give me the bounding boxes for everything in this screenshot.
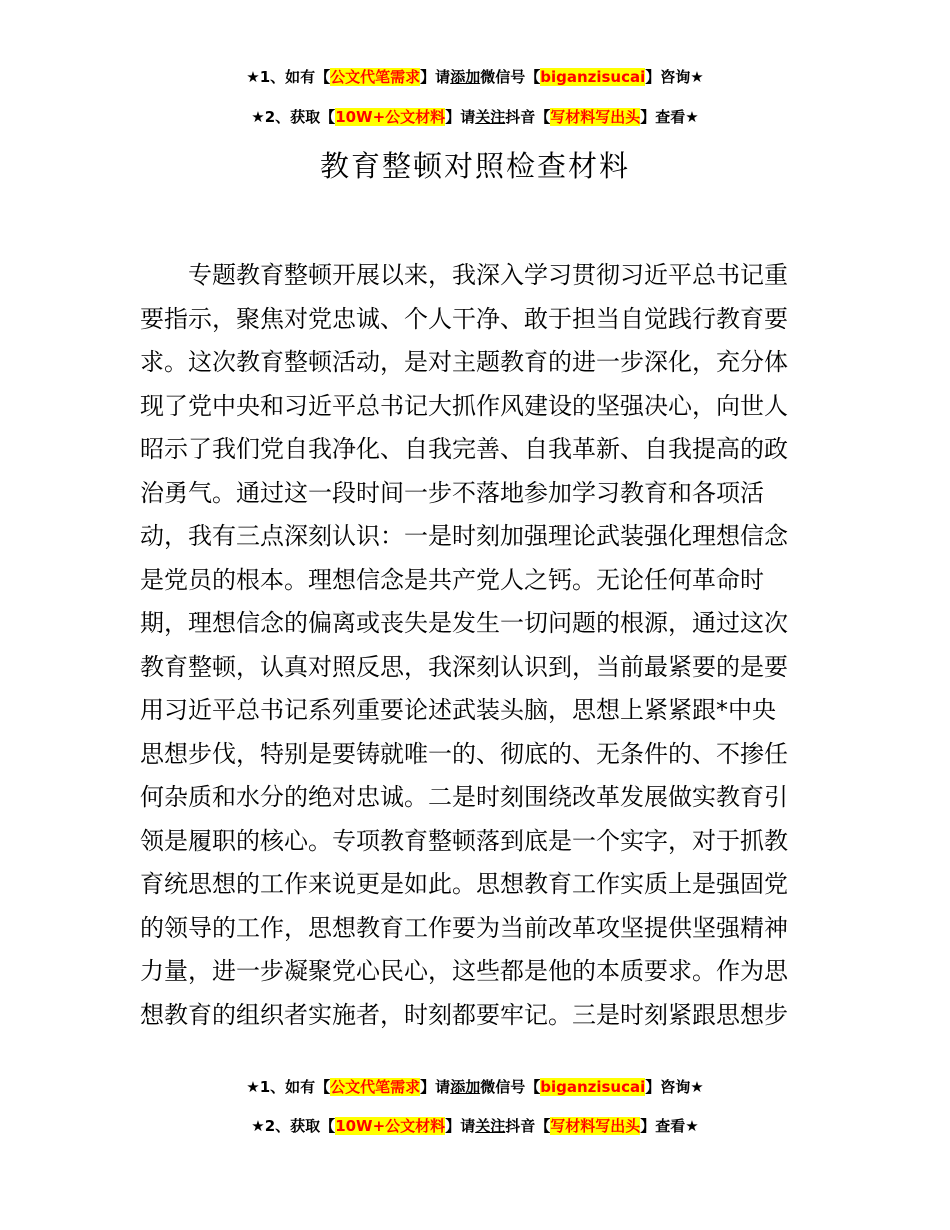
body-line: 是党员的根本。理想信念是共产党人之钙。无论任何革命时 xyxy=(140,565,764,594)
wechat-id-tag: biganzisucai xyxy=(540,68,646,86)
highlight-tag: 10W+公文材料 xyxy=(335,108,446,126)
bottom-banner-line-1 xyxy=(0,1076,950,1098)
banner-action: 关注 xyxy=(475,108,506,126)
body-line: 领是履职的核心。专项教育整顿落到底是一个实字，对于抓教 xyxy=(140,826,788,855)
banner-action: 关注 xyxy=(475,1117,506,1135)
banner-text: ★2、获取【 xyxy=(251,1117,336,1135)
banner-text: 】查看★ xyxy=(640,108,699,126)
body-line: 求。这次教育整顿活动，是对主题教育的进一步深化，充分体 xyxy=(140,348,788,376)
banner-text: 微信号【 xyxy=(480,68,541,86)
highlight-tag: 公文代笔需求 xyxy=(330,68,421,86)
body-line: 育统思想的工作来说更是如此。思想教育工作实质上是强固党 xyxy=(140,870,788,898)
wechat-id-tag: biganzisucai xyxy=(540,1078,646,1096)
body-line: 专题教育整顿开展以来，我深入学习贯彻习近平总书记重 xyxy=(188,261,788,289)
banner-text: 】请 xyxy=(445,1117,476,1135)
body-line: 何杂质和水分的绝对忠诚。二是时刻围绕改革发展做实教育引 xyxy=(140,783,788,811)
banner-text: ★1、如有【 xyxy=(246,68,331,86)
banner-text: 抖音【 xyxy=(505,1117,551,1135)
douyin-id-tag: 写材料写出头 xyxy=(550,1117,641,1135)
banner-text: 】请 xyxy=(420,68,451,86)
document-body xyxy=(140,254,812,1037)
top-banner-line-1 xyxy=(0,66,950,88)
body-line: 期，理想信念的偏离或丧失是发生一切问题的根源，通过这次 xyxy=(140,609,788,637)
banner-action: 添加 xyxy=(450,1078,481,1096)
banner-text: 】咨询★ xyxy=(645,68,704,86)
body-line: 教育整顿，认真对照反思，我深刻认识到，当前最紧要的是要 xyxy=(140,652,788,681)
document-title: 教育整顿对照检查材料 xyxy=(319,149,630,183)
body-line: 用习近平总书记系列重要论述武装头脑，思想上紧紧跟*中央 xyxy=(140,696,776,724)
banner-text: 抖音【 xyxy=(505,108,551,126)
douyin-id-tag: 写材料写出头 xyxy=(550,108,641,126)
body-line: 治勇气。通过这一段时间一步不落地参加学习教育和各项活 xyxy=(140,478,764,507)
body-line: 动，我有三点深刻认识：一是时刻加强理论武装强化理想信念 xyxy=(140,522,788,550)
banner-text: 】咨询★ xyxy=(645,1078,704,1096)
body-line: 昭示了我们党自我净化、自我完善、自我革新、自我提高的政 xyxy=(140,435,788,463)
highlight-tag: 公文代笔需求 xyxy=(330,1078,421,1096)
body-line: 力量，进一步凝聚党心民心，这些都是他的本质要求。作为思 xyxy=(140,957,788,985)
banner-text: ★2、获取【 xyxy=(251,108,336,126)
banner-text: 】请 xyxy=(420,1078,451,1096)
body-line: 想教育的组织者实施者，时刻都要牢记。三是时刻紧跟思想步 xyxy=(140,1000,788,1029)
banner-text: 微信号【 xyxy=(480,1078,541,1096)
highlight-tag: 10W+公文材料 xyxy=(335,1117,446,1135)
banner-text: ★1、如有【 xyxy=(246,1078,331,1096)
banner-action: 添加 xyxy=(450,68,481,86)
banner-text: 】查看★ xyxy=(640,1117,699,1135)
body-line: 要指示，聚焦对党忠诚、个人干净、敢于担当自觉践行教育要 xyxy=(140,304,788,333)
body-line: 的领导的工作，思想教育工作要为当前改革攻坚提供坚强精神 xyxy=(140,913,788,942)
top-banner-line-2 xyxy=(0,106,950,128)
body-line: 现了党中央和习近平总书记大抓作风建设的坚强决心，向世人 xyxy=(140,391,788,420)
banner-text: 】请 xyxy=(445,108,476,126)
body-line: 思想步伐，特别是要铸就唯一的、彻底的、无条件的、不掺任 xyxy=(140,739,788,768)
bottom-banner-line-2 xyxy=(0,1115,950,1137)
